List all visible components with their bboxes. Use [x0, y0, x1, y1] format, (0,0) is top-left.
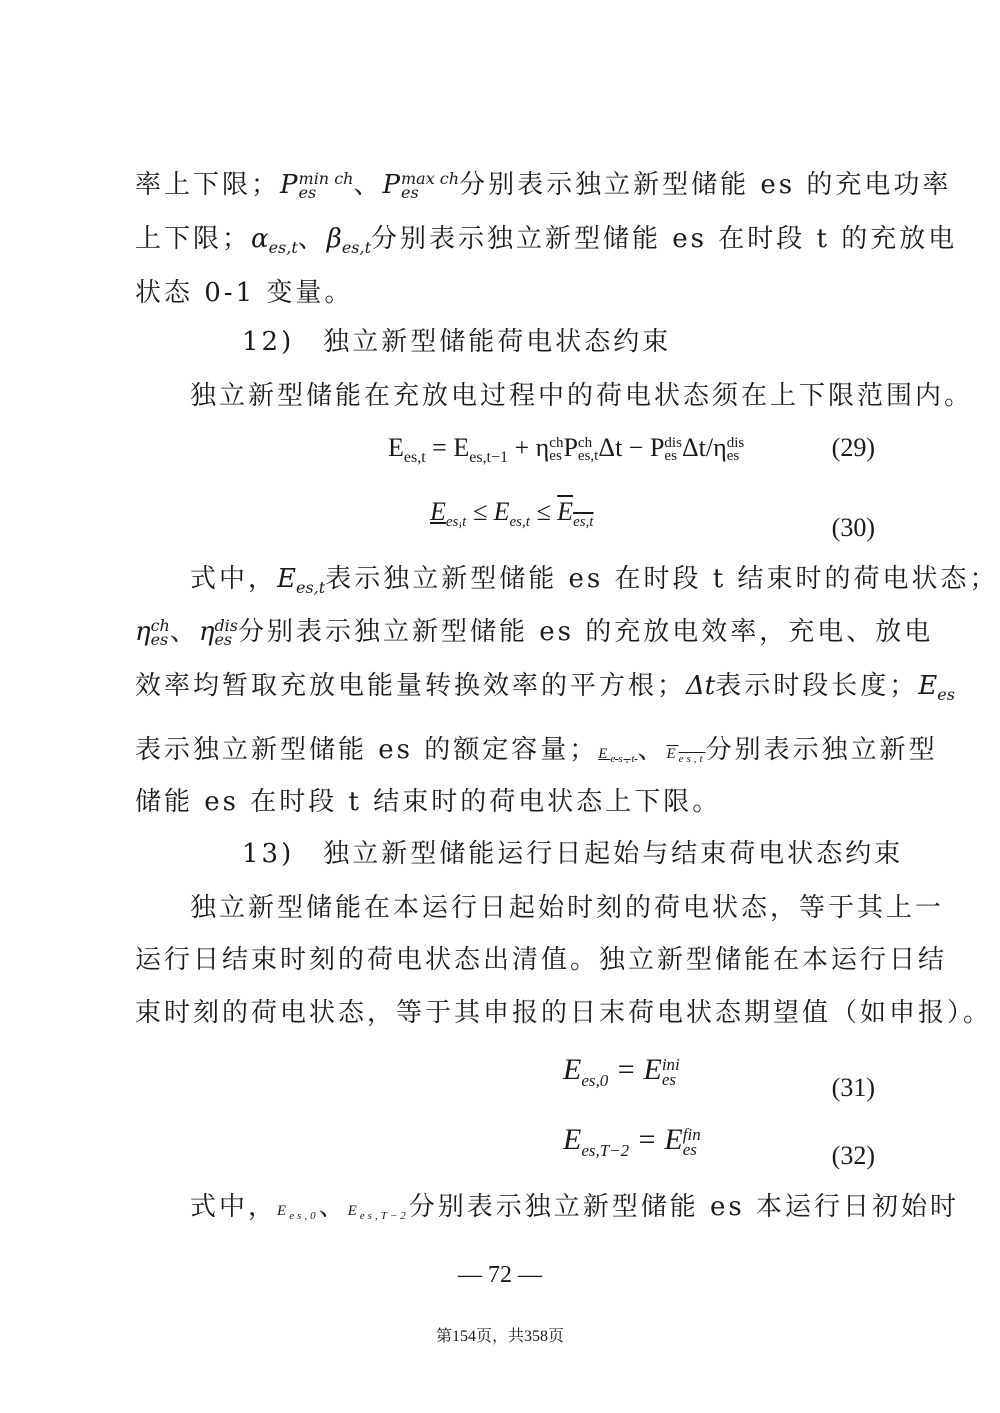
- separator: 、: [297, 224, 327, 254]
- paragraph-line: 独立新型储能在本运行日起始时刻的荷电状态，等于其上一: [190, 893, 945, 923]
- page-number: — 72 —: [458, 1262, 542, 1288]
- e-es0-symbol: $E_{es,0}$: [277, 1203, 319, 1222]
- eta-dis-symbol: η dis es: [198, 616, 239, 649]
- p-max-symbol: P max ch es: [382, 169, 460, 202]
- e-esT2-symbol: $E_{es,T-2}$: [347, 1203, 409, 1222]
- equation-number: (29): [831, 433, 875, 462]
- equation-number: (31): [831, 1073, 875, 1102]
- text-run: 分别表示独立新型储能 es 的充电功率: [459, 170, 952, 200]
- separator: 、: [353, 170, 383, 200]
- paragraph-line: 式中，$E_{es,0}$、$E_{es,T-2}$分别表示独立新型储能 es 本运行日初始时: [190, 1192, 960, 1222]
- paragraph-line: η ch es 、η dis es 分别表示独立新型储能 es 的充放电效率，充电、放电: [135, 616, 934, 649]
- equation-32: $E_{es,T-2} = E$ fin es: [563, 1123, 701, 1160]
- text-run: 分别表示独立新型储能 es 本运行日初始时: [408, 1192, 960, 1222]
- paragraph-line: [135, 170, 951, 200]
- equation-29: $E_{es,t} = E_{es,t-1} + \eta$ ch es P ch es,t Δt − P dis es Δt/η dis es: [388, 433, 745, 467]
- equation-number: (32): [831, 1141, 875, 1170]
- text-run: 效率均暂取充放电能量转换效率的平方根；: [135, 671, 687, 701]
- e-es-symbol: $E_{es}$: [918, 671, 955, 704]
- text-run: 表示独立新型储能 es 的额定容量；: [135, 735, 599, 765]
- paragraph-line: 运行日结束时刻的荷电状态出清值。独立新型储能在本运行日结: [135, 945, 948, 975]
- paragraph-line: [190, 564, 998, 603]
- text-run: 分别表示独立新型储能 es 的充放电效率，充电、放电: [238, 617, 934, 647]
- text-run: 式中，: [190, 1192, 278, 1222]
- e-symbol: $E_{es,t}$: [277, 564, 326, 597]
- paragraph-line: [135, 278, 353, 308]
- equation-30: $E_{es,t} \le E_{es,t} \le E_{es,t}$: [430, 497, 594, 531]
- text-run: 状态 0-1 变量。: [135, 278, 354, 308]
- eta-ch-symbol: η ch es: [135, 616, 170, 649]
- text-run: 分别表示独立新型储能 es 在时段 t 的充放电: [371, 224, 958, 254]
- text-run: 分别表示独立新型: [705, 735, 938, 765]
- equation-number: (30): [831, 513, 875, 542]
- paragraph-line: [135, 224, 957, 263]
- text-run: 表示独立新型储能 es 在时段 t 结束时的荷电状态；: [325, 564, 999, 594]
- paragraph-line: 储能 es 在时段 t 结束时的荷电状态上下限。: [135, 787, 722, 817]
- delta-t-symbol: Δt: [686, 671, 716, 701]
- page-count: 第154页，共358页: [435, 1328, 564, 1345]
- e-lower-symbol: $E_{es,t}$: [598, 746, 638, 765]
- p-min-symbol: P min ch es: [280, 169, 354, 202]
- section-heading-13: 13) 独立新型储能运行日起始与结束荷电状态约束: [242, 839, 904, 869]
- text-run: 式中，: [190, 564, 278, 594]
- text-run: 表示时段长度；: [715, 671, 919, 701]
- equation-31: $E_{es,0} = E$ ini es: [563, 1053, 680, 1090]
- text-run: 率上下限；: [135, 170, 281, 200]
- text-run: 上下限；: [135, 224, 252, 254]
- paragraph-line: [135, 671, 955, 710]
- paragraph-line: 束时刻的荷电状态，等于其申报的日末荷电状态期望值（如申报）。: [135, 998, 993, 1028]
- alpha-symbol: $\alpha_{es,t}$: [251, 224, 298, 257]
- paragraph-line: 表示独立新型储能 es 的额定容量；$E_{es,t}$、$E_{es,t}$分别表示独立新型: [135, 735, 938, 765]
- section-heading-12: 12) 独立新型储能荷电状态约束: [242, 327, 672, 357]
- e-upper-symbol: $E_{es,t}$: [666, 746, 706, 765]
- paragraph-line: 独立新型储能在充放电过程中的荷电状态须在上下限范围内。: [190, 381, 974, 411]
- beta-symbol: $\beta_{es,t}$: [326, 224, 372, 257]
